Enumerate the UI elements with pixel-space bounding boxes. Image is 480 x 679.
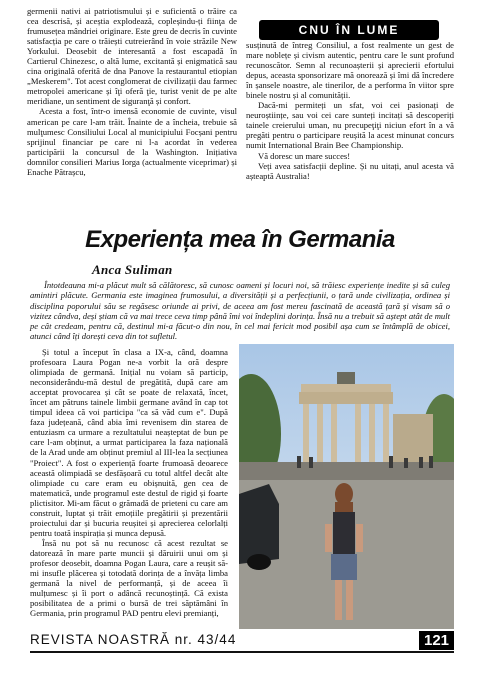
paragraph: Acesta a fost, într-o imensă economie de cuvinte, visul american pe care l-am trăit. Înainte de a încheia, trebuie să mulţumesc Consiliului Local al municipiului Focșani pentru sprijinul financiar pe care ni l-a acordat în vederea participării la concursul de la Washington. Inițiativa domnilor consilieri Marius Iorga (actualmente viceprimar) și Enache Pătrașcu, (27, 106, 237, 177)
paragraph: Veți avea satisfacții depline. Și nu uitați, anul acesta vă așteaptă Australia! (246, 160, 454, 181)
footer-rule (30, 651, 454, 653)
article-title: Experiența mea în Germania (85, 226, 395, 253)
top-right-column (246, 40, 454, 181)
paragraph: susținută de întreg Consiliul, a fost realmente un gest de mare noblețe și civism autentic, pentru care le sunt profund recunoscător. Semn al recunoașterii și aprecierii efortului depus, aceasta sponsorizare mă onorează și îmi dă încredere în șansele noastre, ale tinerilor, de a performa în viitor spre binele nostru și al comunității. (246, 40, 454, 101)
section-banner: CNU ÎN LUME (259, 20, 439, 40)
paragraph: Vă doresc un mare succes! (258, 150, 351, 161)
paragraph: Și totul a început în clasa a IX-a, când, doamna profesoara Laura Pogan ne-a vorbit la oră despre olimpiada de germană. Inițial nu voiam să particip, neconsiderându-mă destul de pregătită, după care am acceptat provocarea și cât se poate de relaxată, încet, încet am pătruns tainele limbii germane având în cap tot timpul ideea că voi participa "ca să văd cum e". După faza județeană, când abia îmi revenisem din starea de entuziasm ca urmare a rezultatului neașteptat de bun pe care l-am obținut, a urmat participarea la faza națională de la Arad unde am obținut premiul al III-lea la secțiunea "Proiect". A fost o experiență foarte frumoasă deoarece această olimpiadă se desfășoară cu totul altfel decât alte olimpiade cu care eram eu obișnuită, gen cea de matematică, unde programul este destul de rigid și foarte plictisitor. Mi-am făcut o grămadă de prieteni cu care am construit, luptat și trăit emoțiile pregătirii și prezentării proiectului dar și bucuria reușitei și aprecierea celorlalți pentru toată inspirația și munca depusă. (30, 347, 228, 538)
paragraph: Dacă-mi permiteți un sfat, voi cei pasionați de neuroștiințe, sau voi cei care sunteți incitați să descoperiți tainele creierului uman, nu precupeţiţi niciun efort în a vă pregăti pentru o participare reușită la acest minunat concurs numit International Brain Bee Championship. (246, 100, 454, 151)
photo-image (239, 344, 454, 629)
top-left-column (27, 6, 237, 177)
article-intro: Întotdeauna mi-a plăcut mult să călătoresc, să cunosc oameni și locuri noi, să trăiesc experiențe inedite și să culeg amintiri plăcute. Germania este imaginea frumosului, a diversității și a perfecțiunii, o țară unde civilizația, ordinea și disciplina poporului său se regăsesc oriunde ai privi, de aceea am fost mereu fascinată de această țară și visam să o vizitez cândva, deși știam că va mai trece ceva timp până îmi voi îndeplini dorința. Însă nu a trebuit să aștept atât de mult pe cât credeam, pentru că, destinul mi-a făcut-o din nou, în cel mai fericit mod posibil așa cum se întâmplă de obicei, atunci când îți dorești ceva din tot sufletul. (30, 280, 450, 342)
article-author: Anca Suliman (92, 262, 173, 277)
magazine-footer: REVISTA NOASTRĂ nr. 43/44 (30, 632, 237, 647)
page-number: 121 (419, 631, 454, 650)
paragraph: Însă nu pot să nu recunosc că acest rezultat se datorează în mare parte muncii și dăruirii unui om și profesor deosebit, doamna Pogan Laura, care a reușit să-mi insufle plăcerea și totodată dorința de a învăța limba germană la nivel de performanță, și de aceea îi mulțumesc și îi port o adâncă recunoștință. Că exista posibilitatea de a primi o bursă de trei săptămâni în Germania, prin programul PAD pentru elevi premianți, (30, 537, 228, 619)
article-body-column (30, 347, 228, 618)
paragraph: germenii nativi ai patriotismului și e suficientă o trăire ca cea descrisă, și aceștia explodează, copleșindu-ți fiinţa de frumusețea mândriei originare. Este greu de decris în cuvinte satisfacția pe care o trăiești cutreierând în voie străzile New Yorkului. Deosebit de interesantă a fost escapadă în Cartierul Chinezesc, o altă lume, excitantă și enigmatică sau cina originală oferită de dna Panove la restaurantul etiopian „Meskerem". Tot acest conglomerat de civilizații dau farmec metropolei americane și îţi oferă ţie, turist venit de pe alte meridiane, un sentiment de siguranţă și confort. (27, 6, 237, 107)
photo-brandenburg-gate (239, 344, 454, 629)
